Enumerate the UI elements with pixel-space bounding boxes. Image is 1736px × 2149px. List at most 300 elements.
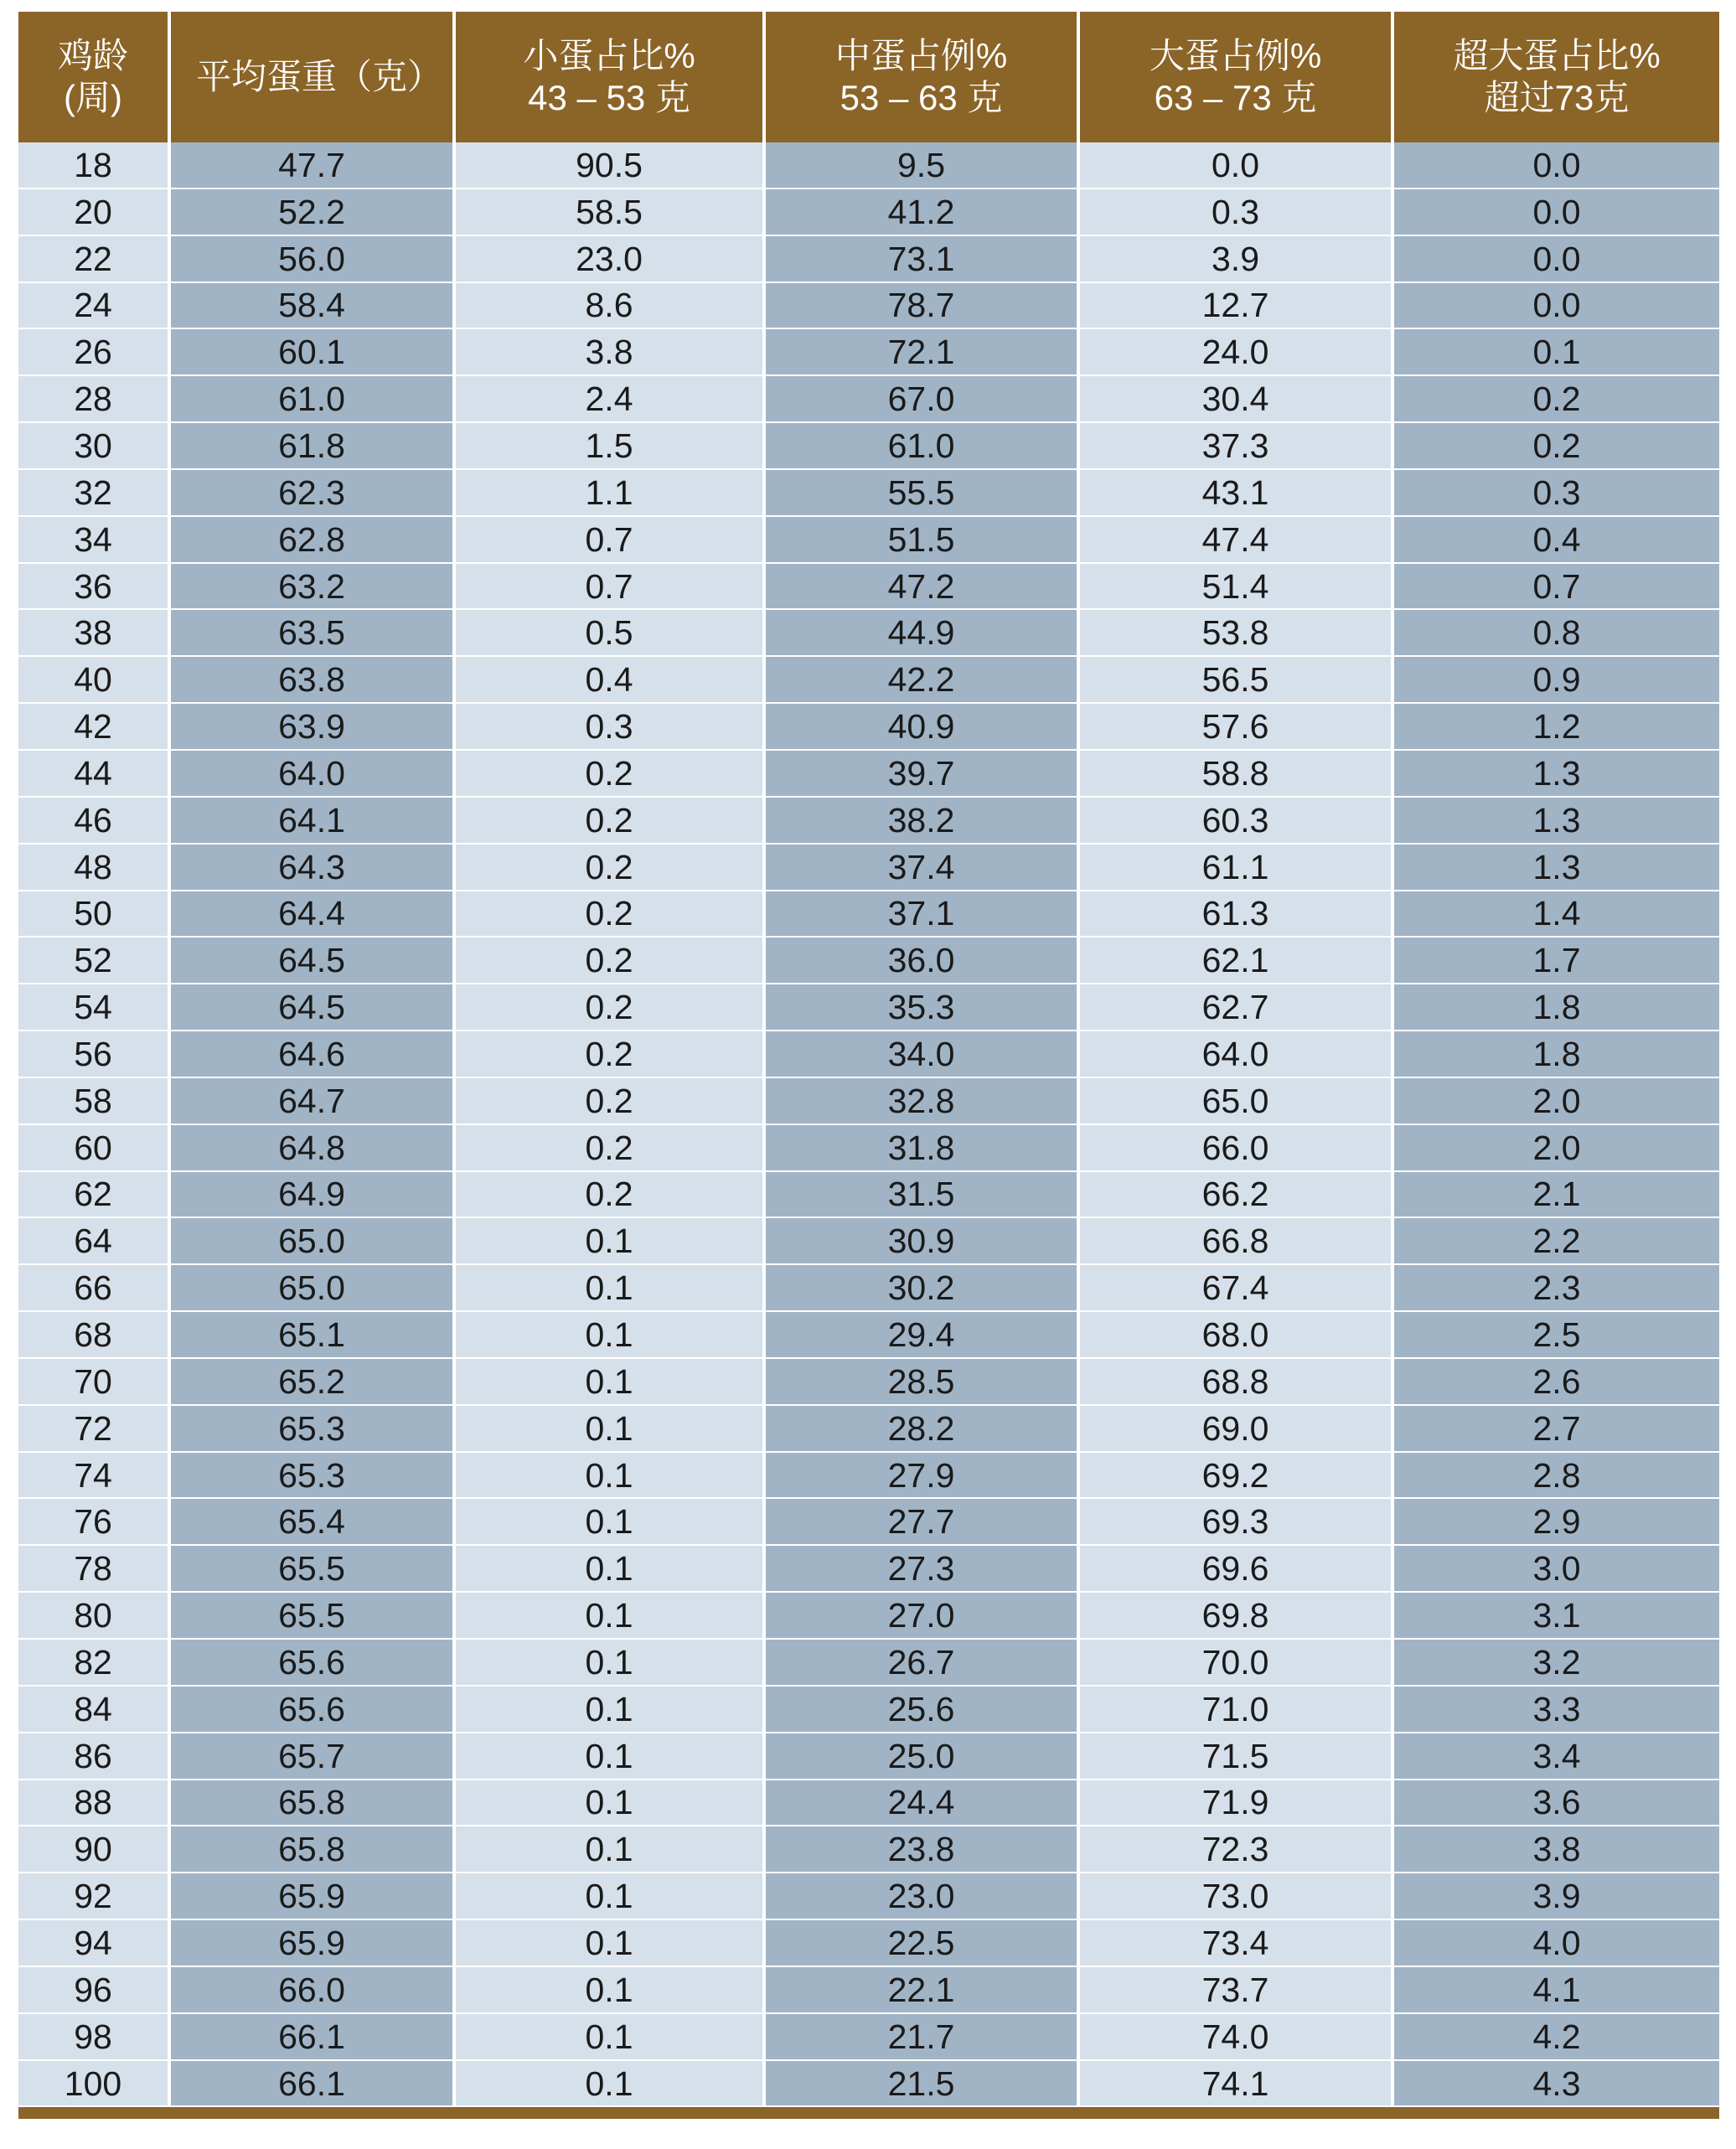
xlarge-egg-cell: 0.7 — [1394, 564, 1719, 611]
table-row — [18, 798, 1719, 845]
large-egg-cell: 43.1 — [1080, 470, 1394, 517]
age-cell: 76 — [18, 1499, 171, 1546]
xlarge-egg-cell: 0.0 — [1394, 142, 1719, 189]
table-row — [18, 1312, 1719, 1359]
small-egg-cell: 0.2 — [456, 1172, 766, 1219]
xlarge-egg-cell: 2.2 — [1394, 1218, 1719, 1265]
xlarge-egg-cell: 1.4 — [1394, 891, 1719, 938]
large-egg-cell: 69.8 — [1080, 1593, 1394, 1640]
table-row — [18, 470, 1719, 517]
large-egg-cell: 66.2 — [1080, 1172, 1394, 1219]
avg-weight-cell: 65.9 — [171, 1873, 456, 1920]
xlarge-egg-cell: 0.0 — [1394, 283, 1719, 330]
egg-weight-table — [18, 12, 1719, 2107]
large-egg-cell: 68.8 — [1080, 1359, 1394, 1406]
xlarge-egg-cell: 0.1 — [1394, 329, 1719, 376]
age-cell: 44 — [18, 751, 171, 798]
table-row — [18, 423, 1719, 470]
large-egg-cell: 69.2 — [1080, 1453, 1394, 1500]
large-egg-cell: 69.3 — [1080, 1499, 1394, 1546]
medium-egg-cell: 31.5 — [766, 1172, 1080, 1219]
large-egg-cell: 71.5 — [1080, 1733, 1394, 1780]
medium-egg-cell: 47.2 — [766, 564, 1080, 611]
bottom-rule — [18, 2107, 1719, 2119]
large-egg-cell: 73.7 — [1080, 1967, 1394, 2014]
table-row — [18, 1920, 1719, 1967]
age-cell: 20 — [18, 189, 171, 236]
small-egg-cell: 0.1 — [456, 1826, 766, 1873]
table-header-row — [18, 12, 1719, 142]
medium-egg-cell: 29.4 — [766, 1312, 1080, 1359]
header-large-egg-line1: 大蛋占例% — [1149, 36, 1322, 75]
small-egg-cell: 0.1 — [456, 2014, 766, 2061]
xlarge-egg-cell: 0.0 — [1394, 236, 1719, 283]
small-egg-cell: 1.5 — [456, 423, 766, 470]
xlarge-egg-cell: 0.2 — [1394, 423, 1719, 470]
large-egg-cell: 62.1 — [1080, 938, 1394, 984]
medium-egg-cell: 28.2 — [766, 1406, 1080, 1453]
age-cell: 54 — [18, 984, 171, 1031]
medium-egg-cell: 26.7 — [766, 1640, 1080, 1687]
large-egg-cell: 73.4 — [1080, 1920, 1394, 1967]
small-egg-cell: 0.2 — [456, 1078, 766, 1125]
medium-egg-cell: 41.2 — [766, 189, 1080, 236]
age-cell: 88 — [18, 1780, 171, 1827]
table-row — [18, 751, 1719, 798]
small-egg-cell: 58.5 — [456, 189, 766, 236]
large-egg-cell: 69.0 — [1080, 1406, 1394, 1453]
medium-egg-cell: 40.9 — [766, 704, 1080, 751]
table-row — [18, 704, 1719, 751]
small-egg-cell: 0.1 — [456, 1312, 766, 1359]
medium-egg-cell: 51.5 — [766, 517, 1080, 564]
small-egg-cell: 0.1 — [456, 1920, 766, 1967]
medium-egg-cell: 39.7 — [766, 751, 1080, 798]
table-row — [18, 1265, 1719, 1312]
small-egg-cell: 0.1 — [456, 1499, 766, 1546]
xlarge-egg-cell: 1.3 — [1394, 751, 1719, 798]
small-egg-cell: 0.1 — [456, 1406, 766, 1453]
medium-egg-cell: 27.7 — [766, 1499, 1080, 1546]
table-row — [18, 610, 1719, 657]
header-xlarge-egg-line1: 超大蛋占比% — [1453, 36, 1661, 75]
age-cell: 56 — [18, 1031, 171, 1078]
medium-egg-cell: 27.9 — [766, 1453, 1080, 1500]
avg-weight-cell: 65.6 — [171, 1687, 456, 1733]
avg-weight-cell: 65.5 — [171, 1593, 456, 1640]
xlarge-egg-cell: 2.9 — [1394, 1499, 1719, 1546]
avg-weight-cell: 64.8 — [171, 1125, 456, 1172]
table-row — [18, 1406, 1719, 1453]
avg-weight-cell: 63.8 — [171, 657, 456, 704]
xlarge-egg-cell: 2.5 — [1394, 1312, 1719, 1359]
age-cell: 82 — [18, 1640, 171, 1687]
medium-egg-cell: 9.5 — [766, 142, 1080, 189]
avg-weight-cell: 62.3 — [171, 470, 456, 517]
medium-egg-cell: 25.0 — [766, 1733, 1080, 1780]
avg-weight-cell: 63.5 — [171, 610, 456, 657]
medium-egg-cell: 73.1 — [766, 236, 1080, 283]
xlarge-egg-cell: 3.0 — [1394, 1546, 1719, 1593]
age-cell: 96 — [18, 1967, 171, 2014]
table-row — [18, 1780, 1719, 1827]
medium-egg-cell: 27.3 — [766, 1546, 1080, 1593]
small-egg-cell: 0.1 — [456, 1687, 766, 1733]
age-cell: 62 — [18, 1172, 171, 1219]
small-egg-cell: 1.1 — [456, 470, 766, 517]
large-egg-cell: 73.0 — [1080, 1873, 1394, 1920]
age-cell: 30 — [18, 423, 171, 470]
table-row — [18, 1967, 1719, 2014]
avg-weight-cell: 64.6 — [171, 1031, 456, 1078]
xlarge-egg-cell: 4.1 — [1394, 1967, 1719, 2014]
small-egg-cell: 0.5 — [456, 610, 766, 657]
avg-weight-cell: 64.3 — [171, 845, 456, 891]
large-egg-cell: 66.0 — [1080, 1125, 1394, 1172]
small-egg-cell: 0.2 — [456, 845, 766, 891]
age-cell: 52 — [18, 938, 171, 984]
large-egg-cell: 30.4 — [1080, 376, 1394, 423]
avg-weight-cell: 61.0 — [171, 376, 456, 423]
header-small-egg-line1: 小蛋占比% — [523, 36, 695, 75]
table-row — [18, 1593, 1719, 1640]
large-egg-cell: 62.7 — [1080, 984, 1394, 1031]
table-row — [18, 517, 1719, 564]
medium-egg-cell: 72.1 — [766, 329, 1080, 376]
large-egg-cell: 68.0 — [1080, 1312, 1394, 1359]
table-row — [18, 2014, 1719, 2061]
xlarge-egg-cell: 1.3 — [1394, 798, 1719, 845]
medium-egg-cell: 23.8 — [766, 1826, 1080, 1873]
age-cell: 70 — [18, 1359, 171, 1406]
age-cell: 60 — [18, 1125, 171, 1172]
table-row — [18, 1125, 1719, 1172]
medium-egg-cell: 27.0 — [766, 1593, 1080, 1640]
avg-weight-cell: 65.8 — [171, 1826, 456, 1873]
avg-weight-cell: 65.1 — [171, 1312, 456, 1359]
table-row — [18, 657, 1719, 704]
small-egg-cell: 3.8 — [456, 329, 766, 376]
medium-egg-cell: 32.8 — [766, 1078, 1080, 1125]
small-egg-cell: 0.1 — [456, 1873, 766, 1920]
medium-egg-cell: 67.0 — [766, 376, 1080, 423]
small-egg-cell: 0.7 — [456, 564, 766, 611]
small-egg-cell: 0.1 — [456, 1359, 766, 1406]
xlarge-egg-cell: 2.0 — [1394, 1125, 1719, 1172]
xlarge-egg-cell: 0.4 — [1394, 517, 1719, 564]
small-egg-cell: 0.2 — [456, 891, 766, 938]
large-egg-cell: 57.6 — [1080, 704, 1394, 751]
header-medium-egg-line1: 中蛋占例% — [834, 36, 1008, 75]
small-egg-cell: 0.1 — [456, 1780, 766, 1827]
large-egg-cell: 65.0 — [1080, 1078, 1394, 1125]
avg-weight-cell: 65.7 — [171, 1733, 456, 1780]
age-cell: 64 — [18, 1218, 171, 1265]
medium-egg-cell: 23.0 — [766, 1873, 1080, 1920]
small-egg-cell: 0.4 — [456, 657, 766, 704]
medium-egg-cell: 30.2 — [766, 1265, 1080, 1312]
xlarge-egg-cell: 4.3 — [1394, 2061, 1719, 2108]
xlarge-egg-cell: 1.8 — [1394, 1031, 1719, 1078]
small-egg-cell: 0.1 — [456, 1967, 766, 2014]
age-cell: 98 — [18, 2014, 171, 2061]
table-row — [18, 283, 1719, 330]
age-cell: 46 — [18, 798, 171, 845]
small-egg-cell: 0.2 — [456, 984, 766, 1031]
small-egg-cell: 90.5 — [456, 142, 766, 189]
small-egg-cell: 0.1 — [456, 1218, 766, 1265]
age-cell: 28 — [18, 376, 171, 423]
header-large-egg — [1080, 12, 1394, 142]
xlarge-egg-cell: 0.2 — [1394, 376, 1719, 423]
medium-egg-cell: 55.5 — [766, 470, 1080, 517]
large-egg-cell: 0.3 — [1080, 189, 1394, 236]
table-row — [18, 2061, 1719, 2108]
avg-weight-cell: 65.0 — [171, 1218, 456, 1265]
table-row — [18, 1172, 1719, 1219]
large-egg-cell: 47.4 — [1080, 517, 1394, 564]
table-row — [18, 1546, 1719, 1593]
xlarge-egg-cell: 2.0 — [1394, 1078, 1719, 1125]
medium-egg-cell: 21.7 — [766, 2014, 1080, 2061]
medium-egg-cell: 37.4 — [766, 845, 1080, 891]
avg-weight-cell: 65.2 — [171, 1359, 456, 1406]
xlarge-egg-cell: 0.8 — [1394, 610, 1719, 657]
xlarge-egg-cell: 4.0 — [1394, 1920, 1719, 1967]
avg-weight-cell: 65.5 — [171, 1546, 456, 1593]
small-egg-cell: 0.1 — [456, 1453, 766, 1500]
avg-weight-cell: 66.1 — [171, 2014, 456, 2061]
large-egg-cell: 64.0 — [1080, 1031, 1394, 1078]
xlarge-egg-cell: 4.2 — [1394, 2014, 1719, 2061]
large-egg-cell: 60.3 — [1080, 798, 1394, 845]
avg-weight-cell: 66.1 — [171, 2061, 456, 2108]
avg-weight-cell: 62.8 — [171, 517, 456, 564]
xlarge-egg-cell: 2.1 — [1394, 1172, 1719, 1219]
header-large-egg-line2: 63 – 73 克 — [1154, 78, 1317, 117]
header-age-line2: (周) — [64, 78, 122, 117]
age-cell: 84 — [18, 1687, 171, 1733]
large-egg-cell: 0.0 — [1080, 142, 1394, 189]
small-egg-cell: 0.7 — [456, 517, 766, 564]
avg-weight-cell: 60.1 — [171, 329, 456, 376]
table-row — [18, 1218, 1719, 1265]
xlarge-egg-cell: 2.6 — [1394, 1359, 1719, 1406]
age-cell: 80 — [18, 1593, 171, 1640]
large-egg-cell: 67.4 — [1080, 1265, 1394, 1312]
large-egg-cell: 51.4 — [1080, 564, 1394, 611]
large-egg-cell: 72.3 — [1080, 1826, 1394, 1873]
avg-weight-cell: 65.8 — [171, 1780, 456, 1827]
xlarge-egg-cell: 0.0 — [1394, 189, 1719, 236]
xlarge-egg-cell: 0.9 — [1394, 657, 1719, 704]
small-egg-cell: 8.6 — [456, 283, 766, 330]
table-row — [18, 1733, 1719, 1780]
avg-weight-cell: 52.2 — [171, 189, 456, 236]
small-egg-cell: 0.1 — [456, 1265, 766, 1312]
small-egg-cell: 2.4 — [456, 376, 766, 423]
xlarge-egg-cell: 2.8 — [1394, 1453, 1719, 1500]
avg-weight-cell: 47.7 — [171, 142, 456, 189]
age-cell: 34 — [18, 517, 171, 564]
table-row — [18, 1499, 1719, 1546]
table-row — [18, 1078, 1719, 1125]
large-egg-cell: 37.3 — [1080, 423, 1394, 470]
large-egg-cell: 74.0 — [1080, 2014, 1394, 2061]
header-medium-egg-line2: 53 – 63 克 — [840, 78, 1003, 117]
medium-egg-cell: 37.1 — [766, 891, 1080, 938]
avg-weight-cell: 65.0 — [171, 1265, 456, 1312]
age-cell: 24 — [18, 283, 171, 330]
xlarge-egg-cell: 1.2 — [1394, 704, 1719, 751]
age-cell: 72 — [18, 1406, 171, 1453]
table-body — [18, 142, 1719, 2107]
xlarge-egg-cell: 2.7 — [1394, 1406, 1719, 1453]
age-cell: 78 — [18, 1546, 171, 1593]
large-egg-cell: 71.0 — [1080, 1687, 1394, 1733]
table-row — [18, 329, 1719, 376]
header-avg-weight — [171, 12, 456, 142]
small-egg-cell: 0.2 — [456, 938, 766, 984]
table-row — [18, 938, 1719, 984]
small-egg-cell: 0.3 — [456, 704, 766, 751]
medium-egg-cell: 61.0 — [766, 423, 1080, 470]
avg-weight-cell: 64.7 — [171, 1078, 456, 1125]
age-cell: 36 — [18, 564, 171, 611]
age-cell: 94 — [18, 1920, 171, 1967]
table-row — [18, 142, 1719, 189]
avg-weight-cell: 65.3 — [171, 1453, 456, 1500]
avg-weight-cell: 66.0 — [171, 1967, 456, 2014]
avg-weight-cell: 65.9 — [171, 1920, 456, 1967]
xlarge-egg-cell: 0.3 — [1394, 470, 1719, 517]
medium-egg-cell: 25.6 — [766, 1687, 1080, 1733]
age-cell: 100 — [18, 2061, 171, 2108]
age-cell: 92 — [18, 1873, 171, 1920]
avg-weight-cell: 65.4 — [171, 1499, 456, 1546]
xlarge-egg-cell: 1.7 — [1394, 938, 1719, 984]
table-row — [18, 1873, 1719, 1920]
medium-egg-cell: 78.7 — [766, 283, 1080, 330]
large-egg-cell: 69.6 — [1080, 1546, 1394, 1593]
age-cell: 32 — [18, 470, 171, 517]
small-egg-cell: 0.2 — [456, 1031, 766, 1078]
avg-weight-cell: 64.5 — [171, 984, 456, 1031]
age-cell: 66 — [18, 1265, 171, 1312]
table-row — [18, 1453, 1719, 1500]
medium-egg-cell: 34.0 — [766, 1031, 1080, 1078]
large-egg-cell: 61.3 — [1080, 891, 1394, 938]
age-cell: 42 — [18, 704, 171, 751]
table-row — [18, 1031, 1719, 1078]
avg-weight-cell: 65.6 — [171, 1640, 456, 1687]
table-row — [18, 1826, 1719, 1873]
large-egg-cell: 61.1 — [1080, 845, 1394, 891]
small-egg-cell: 0.1 — [456, 2061, 766, 2108]
small-egg-cell: 0.1 — [456, 1593, 766, 1640]
header-small-egg-line2: 43 – 53 克 — [528, 78, 690, 117]
avg-weight-cell: 56.0 — [171, 236, 456, 283]
age-cell: 26 — [18, 329, 171, 376]
small-egg-cell: 0.2 — [456, 751, 766, 798]
table-row — [18, 1359, 1719, 1406]
age-cell: 48 — [18, 845, 171, 891]
medium-egg-cell: 44.9 — [766, 610, 1080, 657]
large-egg-cell: 66.8 — [1080, 1218, 1394, 1265]
avg-weight-cell: 65.3 — [171, 1406, 456, 1453]
avg-weight-cell: 63.2 — [171, 564, 456, 611]
xlarge-egg-cell: 3.9 — [1394, 1873, 1719, 1920]
table-row — [18, 236, 1719, 283]
age-cell: 38 — [18, 610, 171, 657]
small-egg-cell: 0.2 — [456, 798, 766, 845]
xlarge-egg-cell: 1.3 — [1394, 845, 1719, 891]
medium-egg-cell: 30.9 — [766, 1218, 1080, 1265]
table-row — [18, 891, 1719, 938]
large-egg-cell: 12.7 — [1080, 283, 1394, 330]
small-egg-cell: 0.1 — [456, 1640, 766, 1687]
header-age — [18, 12, 171, 142]
table-row — [18, 189, 1719, 236]
medium-egg-cell: 36.0 — [766, 938, 1080, 984]
age-cell: 68 — [18, 1312, 171, 1359]
large-egg-cell: 56.5 — [1080, 657, 1394, 704]
header-xlarge-egg-line2: 超过73克 — [1484, 78, 1630, 117]
small-egg-cell: 0.1 — [456, 1733, 766, 1780]
large-egg-cell: 58.8 — [1080, 751, 1394, 798]
avg-weight-cell: 64.1 — [171, 798, 456, 845]
medium-egg-cell: 35.3 — [766, 984, 1080, 1031]
xlarge-egg-cell: 2.3 — [1394, 1265, 1719, 1312]
medium-egg-cell: 31.8 — [766, 1125, 1080, 1172]
table-row — [18, 1640, 1719, 1687]
header-age-line1: 鸡龄 — [57, 36, 128, 75]
medium-egg-cell: 28.5 — [766, 1359, 1080, 1406]
xlarge-egg-cell: 1.8 — [1394, 984, 1719, 1031]
large-egg-cell: 3.9 — [1080, 236, 1394, 283]
small-egg-cell: 23.0 — [456, 236, 766, 283]
age-cell: 58 — [18, 1078, 171, 1125]
table-row — [18, 564, 1719, 611]
avg-weight-cell: 64.9 — [171, 1172, 456, 1219]
small-egg-cell: 0.1 — [456, 1546, 766, 1593]
table-row — [18, 376, 1719, 423]
age-cell: 86 — [18, 1733, 171, 1780]
xlarge-egg-cell: 3.6 — [1394, 1780, 1719, 1827]
large-egg-cell: 53.8 — [1080, 610, 1394, 657]
xlarge-egg-cell: 3.1 — [1394, 1593, 1719, 1640]
small-egg-cell: 0.2 — [456, 1125, 766, 1172]
age-cell: 22 — [18, 236, 171, 283]
age-cell: 74 — [18, 1453, 171, 1500]
age-cell: 18 — [18, 142, 171, 189]
xlarge-egg-cell: 3.4 — [1394, 1733, 1719, 1780]
large-egg-cell: 24.0 — [1080, 329, 1394, 376]
large-egg-cell: 70.0 — [1080, 1640, 1394, 1687]
age-cell: 90 — [18, 1826, 171, 1873]
avg-weight-cell: 63.9 — [171, 704, 456, 751]
header-medium-egg — [766, 12, 1080, 142]
medium-egg-cell: 24.4 — [766, 1780, 1080, 1827]
age-cell: 40 — [18, 657, 171, 704]
header-small-egg — [456, 12, 766, 142]
avg-weight-cell: 64.0 — [171, 751, 456, 798]
large-egg-cell: 74.1 — [1080, 2061, 1394, 2108]
xlarge-egg-cell: 3.3 — [1394, 1687, 1719, 1733]
xlarge-egg-cell: 3.2 — [1394, 1640, 1719, 1687]
medium-egg-cell: 22.1 — [766, 1967, 1080, 2014]
avg-weight-cell: 58.4 — [171, 283, 456, 330]
